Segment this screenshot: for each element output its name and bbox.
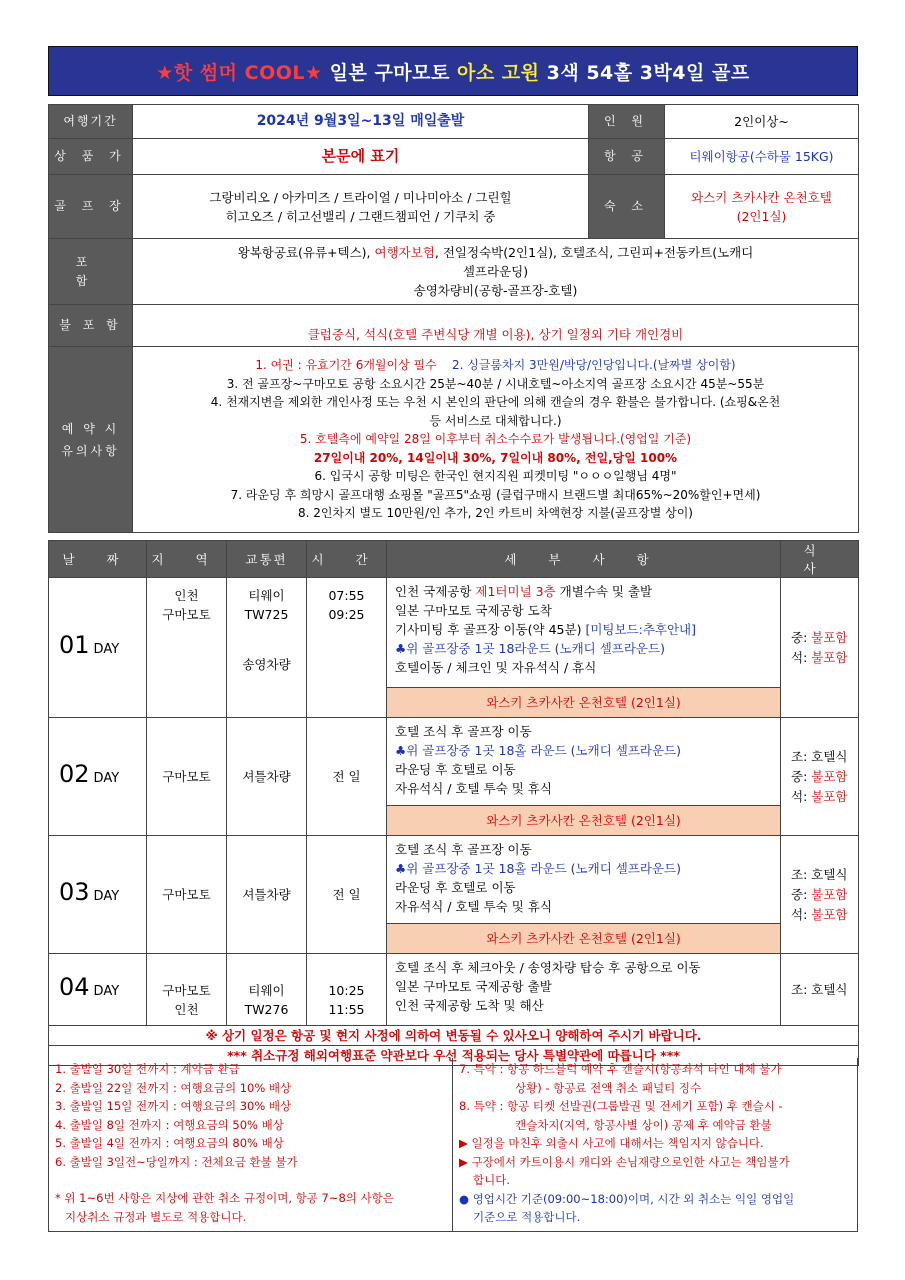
meal-label: 석: (791, 649, 812, 665)
included-insurance: 여행자보험 (374, 245, 435, 260)
cancel-rule: 2. 출발일 22일 전까지 : 여행요금의 10% 배상 (55, 1080, 292, 1095)
note-twin-charge: 8. 2인차지 별도 10만원/인 추가, 2인 카트비 차액현장 지불(골프장별 상이) (298, 506, 693, 521)
day-details (387, 578, 781, 688)
detail-text: 호텔이동 / 체크인 및 자유석식 / 휴식 (395, 660, 597, 675)
cancel-rule: ▶ 일정을 마친후 외출시 사고에 대해서는 책임지지 않습니다. (459, 1136, 764, 1150)
cancel-rule: 7. 특약 : 항공 하드블럭 예약 후 캔슬시(항공좌석 타인 대체 불가 (459, 1062, 782, 1076)
cancel-rule: 상황) - 항공료 전액 취소 패널티 징수 (515, 1080, 702, 1095)
detail-text: 호텔 조식 후 체크아웃 / 송영차량 탑승 후 공항으로 이동 (395, 960, 701, 975)
booking-notes-label-line: 유의사항 (61, 443, 120, 458)
lodging-value (665, 175, 859, 239)
golf-round: ♣위 골프장중 1곳 18홀 라운드 (노캐디 셀프라운드) (395, 861, 682, 876)
included-value (133, 239, 859, 305)
transfer-vehicle: 송영차량 (242, 657, 291, 672)
booking-notes-label-line: 예 약 시 (61, 421, 120, 436)
golf-course-label: 골 프 장 (49, 175, 133, 239)
day-unit: DAY (93, 642, 120, 657)
detail-text: 라운딩 후 호텔로 이동 (395, 762, 516, 777)
cancellation-policy-notice: *** 취소규정 해외여행표준 약관보다 우선 적용되는 당사 특별약관에 따릅니다 *** (49, 1046, 859, 1066)
banner-package: 3색 54홀 3박4일 골프 (539, 61, 750, 84)
transport-cell (227, 578, 307, 718)
time-cell: 전 일 (307, 836, 387, 954)
airline: 티웨이 (248, 588, 285, 603)
day-number: 01 (59, 631, 90, 659)
people-value: 2인이상~ (665, 105, 859, 139)
cancel-rule: 3. 출발일 15일 전까지 : 여행요금의 30% 배상 (55, 1099, 292, 1113)
header-meals: 식 사 (781, 541, 859, 578)
region: 인천 (174, 1002, 199, 1017)
cancel-rule: 캔슬차지(지역, 항공사별 상이) 공제 후 예약금 환불 (515, 1117, 772, 1132)
cancellation-rules (48, 1058, 858, 1232)
price-value: 본문에 표기 (133, 139, 589, 175)
meal-value: 불포함 (811, 886, 848, 902)
schedule-change-notice: ※ 상기 일정은 항공 및 현지 사정에 의하여 변동될 수 있사오니 양해하여 주시기 바랍니다. (49, 1026, 859, 1046)
excluded-value: 클럽중식, 석식(호텔 주변식당 개별 이용), 상기 일정외 기타 개인경비 (133, 305, 859, 347)
meals-cell (781, 954, 859, 1026)
cancel-rule: ▶ 구장에서 카트이용시 캐디와 손님재량으로인한 사고는 책임불가 (459, 1154, 790, 1169)
region-cell: 구마모토 (147, 836, 227, 954)
meal-label: 중: (791, 629, 812, 645)
cancel-rule-note: 지상취소 규정과 별도로 적용합니다. (65, 1209, 247, 1224)
table-row (49, 836, 859, 924)
cancel-rule: 8. 특약 : 항공 티켓 선발권(그룹발권 및 전세기 포함) 후 캔슬시 - (459, 1099, 783, 1113)
excluded-label: 불 포 함 (49, 305, 133, 347)
price-label: 상 품 가 (49, 139, 133, 175)
note-refund: 등 서비스로 대체합니다.) (429, 413, 562, 428)
transport-cell (227, 954, 307, 1026)
arrival-time: 09:25 (328, 607, 365, 622)
detail-text: 일본 구마모토 국제공항 출발 (395, 979, 552, 994)
golf-course-line: 그랑비리오 / 아카미즈 / 트라이얼 / 미나미아소 / 그린힐 (209, 189, 512, 205)
meal-breakfast: 조: 호텔식 (791, 981, 848, 997)
header-time: 시 간 (307, 541, 387, 578)
note-airport-meeting: 6. 입국시 공항 미팅은 한국인 현지직원 피켓미팅 "ㅇㅇㅇ일행님 4명" (314, 469, 677, 484)
note-refund: 4. 천재지변을 제외한 개인사정 또는 우천 시 본인의 판단에 의해 캔슬의 경우 환불은 불가합니다. (쇼핑&온천 (210, 395, 781, 410)
title-banner (48, 46, 858, 96)
detail-text: 자유석식 / 호텔 투숙 및 휴식 (395, 899, 552, 914)
meal-value: 불포함 (811, 649, 848, 665)
cancel-rule: 6. 출발일 3일전~당일까지 : 전체요금 환불 불가 (55, 1154, 298, 1169)
banner-highlight: 아소 고원 (456, 61, 540, 84)
header-date: 날 짜 (49, 541, 147, 578)
day-label (49, 578, 147, 718)
region-cell: 구마모토 (147, 718, 227, 836)
detail-text: 라운딩 후 호텔로 이동 (395, 880, 516, 895)
day-unit: DAY (93, 771, 120, 786)
table-row (49, 578, 859, 688)
meal-breakfast: 조: 호텔식 (791, 748, 848, 764)
airline: 티웨이 (248, 983, 285, 998)
detail-text: 인천 국제공항 도착 및 해산 (395, 998, 544, 1013)
flight-number: TW725 (244, 607, 289, 622)
included-label: 포 함 (49, 239, 133, 305)
booking-notes-label (49, 347, 133, 533)
meal-breakfast: 조: 호텔식 (791, 866, 848, 882)
people-label: 인 원 (589, 105, 665, 139)
day-details (387, 718, 781, 806)
hotel-bar: 와스키 츠카사칸 온천호텔 (2인1실) (387, 924, 781, 954)
time-cell: 전 일 (307, 718, 387, 836)
header-details: 세 부 사 항 (387, 541, 781, 578)
note-passport: 1. 여권 : 유효기간 6개월이상 필수 (255, 358, 437, 373)
detail-text: 기사미팅 후 골프장 이동(약 45분) (395, 622, 586, 637)
banner-destination: 일본 구마모토 (322, 61, 457, 84)
golf-course-line: 히고오즈 / 히고선밸리 / 그랜드챔피언 / 기쿠치 중 (225, 208, 496, 224)
cancel-rule: 5. 출발일 4일 전까지 : 여행요금의 80% 배상 (55, 1136, 284, 1150)
airline-value: 티웨이항공(수하물 15KG) (665, 139, 859, 175)
business-hours-note: 기준으로 적용합니다. (473, 1210, 581, 1224)
period-value: 2024년 9월3일~13일 매일출발 (133, 105, 589, 139)
airline-label: 항 공 (589, 139, 665, 175)
meal-label: 중: (791, 886, 812, 902)
lodging-name: 와스키 츠카사칸 온천호텔 (691, 189, 832, 205)
transport-cell: 셔틀차량 (227, 836, 307, 954)
hotel-bar: 와스키 츠카사칸 온천호텔 (2인1실) (387, 806, 781, 836)
detail-text: 인천 국제공항 (395, 584, 476, 599)
detail-text: 일본 구마모토 국제공항 도착 (395, 603, 552, 618)
golf-round: ♣위 골프장중 1곳 18라운드 (노캐디 셀프라운드) (395, 641, 665, 656)
header-region: 지 역 (147, 541, 227, 578)
included-text: 셀프라운딩) (462, 264, 529, 279)
meal-value: 불포함 (811, 788, 848, 804)
arrival-time: 11:55 (328, 1002, 365, 1017)
detail-text: 개별수속 및 출발 (555, 584, 653, 599)
region-cell (147, 578, 227, 718)
cancel-rule-note: * 위 1~6번 사항은 지상에 관한 취소 규정이며, 항공 7~8의 사항은 (55, 1191, 394, 1205)
day-number: 04 (59, 973, 90, 1001)
header-transport: 교통편 (227, 541, 307, 578)
transport-cell: 셔틀차량 (227, 718, 307, 836)
region-cell (147, 954, 227, 1026)
day-unit: DAY (93, 889, 120, 904)
cancel-rule: 합니다. (473, 1173, 510, 1187)
table-row (49, 954, 859, 1026)
terminal-info: 제1터미널 3층 (475, 584, 556, 599)
note-cancel-fee: 5. 호텔측에 예약일 28일 이후부터 취소수수료가 발생됩니다.(영업일 기준) (299, 432, 692, 447)
included-text: 송영차량비(공항-골프장-호텔) (413, 283, 578, 298)
day-label (49, 954, 147, 1026)
day-label (49, 718, 147, 836)
meal-label: 중: (791, 768, 812, 784)
region: 구마모토 (162, 607, 211, 622)
region: 구마모토 (162, 983, 211, 998)
day-details (387, 836, 781, 924)
business-hours-note: ● 영업시간 기준(09:00~18:00)이며, 시간 외 취소는 익일 영업일 (459, 1191, 795, 1206)
golf-round: ♣위 골프장중 1곳 18홀 라운드 (노캐디 셀프라운드) (395, 743, 682, 758)
meal-label: 석: (791, 788, 812, 804)
table-row (49, 718, 859, 806)
note-cancel-rates: 27일이내 20%, 14일이내 30%, 7일이내 80%, 전일,당일 100% (313, 450, 678, 465)
note-shopping: 7. 라운딩 후 희망시 골프대행 쇼핑몰 "골프5"쇼핑 (클럽구매시 브랜드별 최대65%~20%할인+면세) (230, 487, 761, 502)
day-label (49, 836, 147, 954)
product-info-table (48, 104, 859, 533)
flight-number: TW276 (244, 1002, 289, 1017)
lodging-room: (2인1실) (736, 208, 787, 224)
air-cancellation-rules (453, 1058, 857, 1231)
detail-text: 호텔 조식 후 골프장 이동 (395, 724, 532, 739)
region: 인천 (174, 588, 199, 603)
meals-cell (781, 578, 859, 718)
departure-time: 10:25 (328, 983, 365, 998)
lodging-label: 숙 소 (589, 175, 665, 239)
day-unit: DAY (93, 984, 120, 999)
period-label: 여행기간 (49, 105, 133, 139)
hotel-bar: 와스키 츠카사칸 온천호텔 (2인1실) (387, 688, 781, 718)
day-details (387, 954, 781, 1026)
note-single-charge: 2. 싱글룸차지 3만원/박당/인당입니다.(날짜별 상이함) (451, 358, 736, 373)
meal-value: 불포함 (811, 906, 848, 922)
included-text: 왕복항공료(유류+텍스), (237, 245, 375, 260)
included-text: , 전일정숙박(2인1실), 호텔조식, 그린피+전동카트(노캐디 (434, 245, 754, 260)
meal-value: 불포함 (811, 629, 848, 645)
booking-notes (133, 347, 859, 533)
banner-promo: ★핫 썸머 COOL★ (156, 61, 323, 84)
time-cell (307, 954, 387, 1026)
departure-time: 07:55 (328, 588, 365, 603)
cancel-rule: 4. 출발일 8일 전까지 : 여행요금의 50% 배상 (55, 1117, 284, 1132)
meal-value: 불포함 (811, 768, 848, 784)
ground-cancellation-rules (49, 1058, 453, 1231)
detail-text: 자유석식 / 호텔 투숙 및 휴식 (395, 781, 552, 796)
day-number: 03 (59, 878, 90, 906)
meal-label: 석: (791, 906, 812, 922)
meals-cell (781, 718, 859, 836)
golf-course-list (133, 175, 589, 239)
itinerary-table (48, 540, 859, 1066)
detail-text: 호텔 조식 후 골프장 이동 (395, 842, 532, 857)
cancel-rule: 1. 출발일 30일 전까지 : 계약금 환급 (55, 1062, 240, 1076)
note-travel-time: 3. 전 골프장~구마모토 공항 소요시간 25분~40분 / 시내호텔~아소지역 골프장 소요시간 45분~55분 (226, 376, 765, 391)
day-number: 02 (59, 760, 90, 788)
time-cell (307, 578, 387, 718)
meeting-board: [미팅보드:추후안내] (585, 622, 697, 637)
meals-cell (781, 836, 859, 954)
